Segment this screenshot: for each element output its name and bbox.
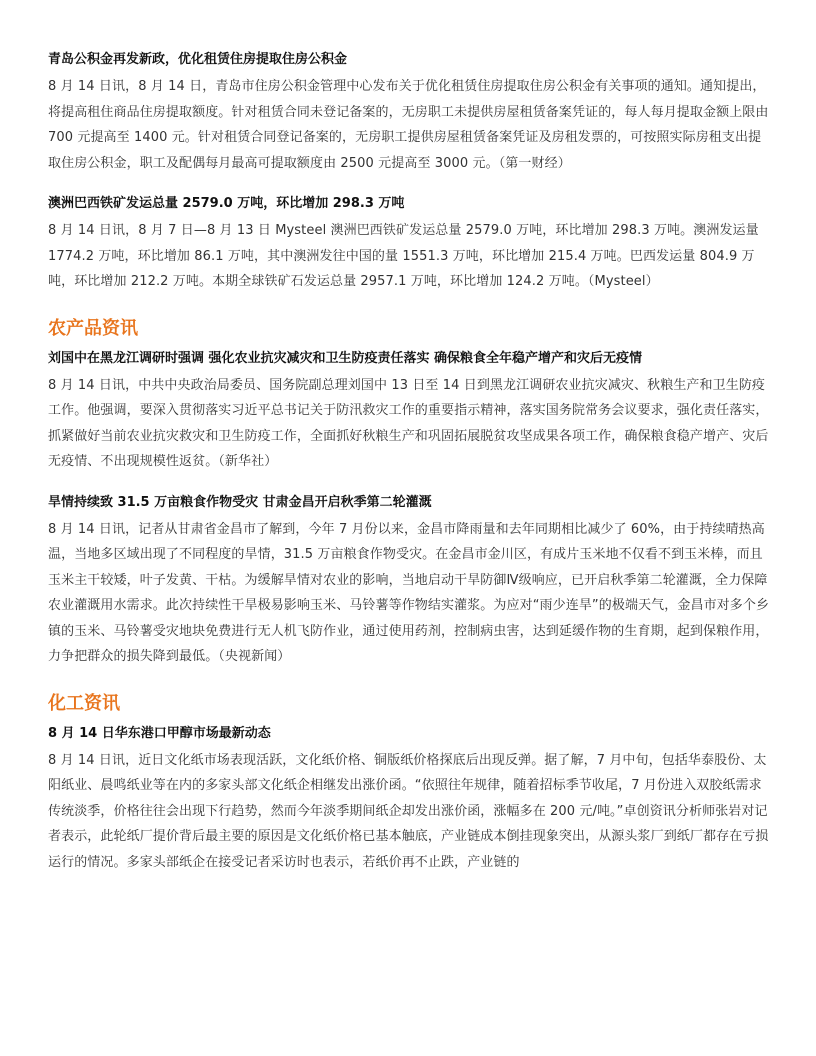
news-article <box>48 349 770 475</box>
article-body: 8 月 14 日讯，8 月 14 日，青岛市住房公积金管理中心发布关于优化租赁住房提取住房公积金有关事项的通知。通知提出，将提高租住商品住房提取额度。针对租赁合同未登记备案的，无房职工未提供房屋租赁备案凭证的，每人每月提取金额上限由 700 元提高至 1400 元。针对租赁合同登记备案的，无房职工提供房屋租赁备案凭证及房租发票的，可按照实际房租支出提取住房公积金，职工及配偶每月最高可提取额度由 2500 元提高至 3000 元。（第一财经） <box>48 79 769 171</box>
spacer <box>48 176 770 194</box>
article-title: 8 月 14 日华东港口甲醇市场最新动态 <box>48 725 271 741</box>
document-page <box>48 50 770 875</box>
spacer <box>48 475 770 493</box>
news-article <box>48 50 770 176</box>
news-article <box>48 493 770 670</box>
article-title: 澳洲巴西铁矿发运总量 2579.0 万吨，环比增加 298.3 万吨 <box>48 196 405 211</box>
article-body: 8 月 14 日讯，中共中央政治局委员、国务院副总理刘国中 13 日至 14 日到黑龙江调研农业抗灾减灾、秋粮生产和卫生防疫工作。他强调，要深入贯彻落实习近平总书记关于防汛救灾工作的重要指示精神，落实国务院常务会议要求，强化责任落实，抓紧做好当前农业抗灾救灾和卫生防疫工作，全面抓好秋粮生产和巩固拓展脱贫攻坚成果各项工作，确保粮食稳产增产、灾后无疫情、不出现规模性返贫。（新华社） <box>48 377 769 469</box>
article-title: 刘国中在黑龙江调研时强调 强化农业抗灾减灾和卫生防疫责任落实 确保粮食全年稳产增产和灾后无疫情 <box>48 350 643 366</box>
article-title: 青岛公积金再发新政，优化租赁住房提取住房公积金 <box>48 52 348 67</box>
article-title: 旱情持续致 31.5 万亩粮食作物受灾 甘肃金昌开启秋季第二轮灌溉 <box>48 494 432 510</box>
section-title-agriculture: 农产品资讯 <box>48 317 138 339</box>
article-body: 8 月 14 日讯，近日文化纸市场表现活跃，文化纸价格、铜版纸价格探底后出现反弹。据了解，7 月中旬，包括华泰股份、太阳纸业、晨鸣纸业等在内的多家头部文化纸企相继发出涨价函。“依照往年规律，随着招标季节收尾，7 月份进入双胶纸需求传统淡季，价格往往会出现下行趋势，然而今年淡季期间纸企却发出涨价函，涨幅多在 200 元/吨。”卓创资讯分析师张岩对记者表示，此轮纸厂提价背后最主要的原因是文化纸价格已基本触底，产业链成本倒挂现象突出，从源头浆厂到纸厂都存在亏损运行的情况。多家头部纸企在接受记者采访时也表示，若纸价再不止跌，产业链的 <box>48 752 769 870</box>
article-body: 8 月 14 日讯，8 月 7 日—8 月 13 日 Mysteel 澳洲巴西铁矿发运总量 2579.0 万吨，环比增加 298.3 万吨。澳洲发运量 1774.2 万吨，环比增加 86.1 万吨，其中澳洲发往中国的量 1551.3 万吨，环比增加 215.4 万吨。巴西发运量 804.9 万吨，环比增加 212.2 万吨。本期全球铁矿石发运总量 2957.1 万吨，环比增加 124.2 万吨。（Mysteel） <box>48 223 759 289</box>
section-title-chemical: 化工资讯 <box>48 692 120 714</box>
news-article <box>48 194 770 295</box>
article-body: 8 月 14 日讯，记者从甘肃省金昌市了解到，今年 7 月份以来，金昌市降雨量和去年同期相比减少了 60%，由于持续晴热高温，当地多区域出现了不同程度的旱情，31.5 万亩粮食作物受灾。在金昌市金川区，有成片玉米地不仅看不到玉米棒，而且玉米主干较矮，叶子发黄、干枯。为缓解旱情对农业的影响，当地启动干旱防御Ⅳ级响应，已开启秋季第二轮灌溉，全力保障农业灌溉用水需求。此次持续性干旱极易影响玉米、马铃薯等作物结实灌浆。为应对“雨少连旱”的极端天气，金昌市对多个乡镇的玉米、马铃薯受灾地块免费进行无人机飞防作业，通过使用药剂，控制病虫害，达到延缓作物的生育期，起到保粮作用，力争把群众的损失降到最低。（央视新闻） <box>48 521 770 664</box>
news-article <box>48 724 770 876</box>
